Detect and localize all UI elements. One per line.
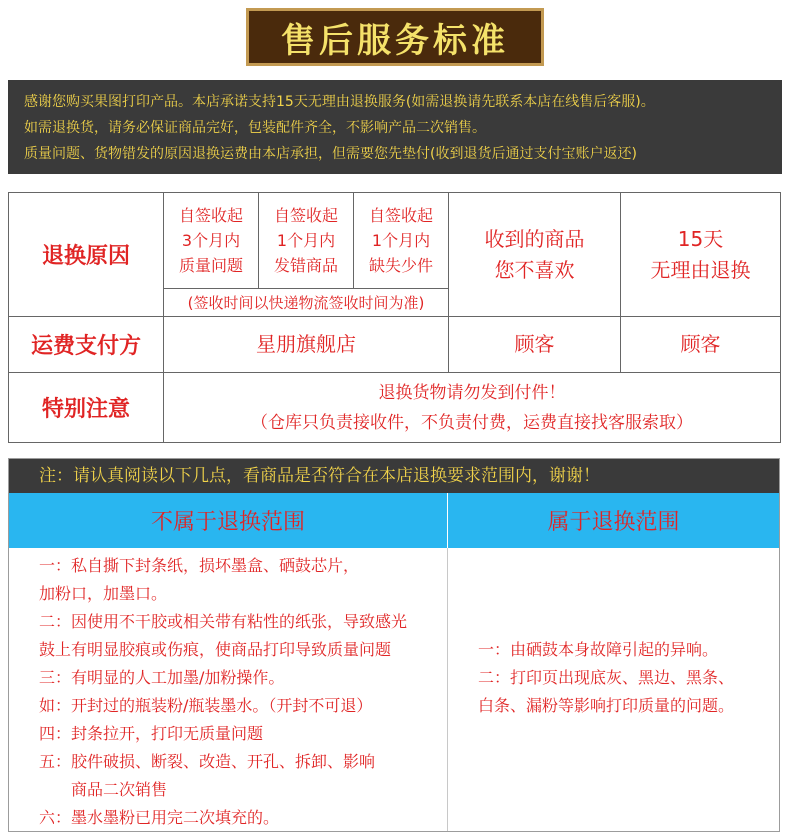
no-reason-return-cell [621,193,781,317]
wrong-item-cell [259,193,354,289]
dislike-cell [449,193,621,317]
list-item: 白条、漏粉等影响打印质量的问题。 [478,696,735,715]
payer-customer: 顾客 [621,317,781,373]
covered-list [448,548,779,831]
title-banner [246,8,544,66]
attention-line: （仓库只负责接收件，不负责付费，运费直接找客服索取） [251,412,693,433]
cell-line: 质量问题 [178,256,243,275]
notice-line: 质量问题、货物错发的原因退换运费由本店承担，但需要您先垫付(收到退货后通过支付宝账户返还) [24,146,637,162]
service-notice [8,80,782,174]
cell-line: 1个月内 [371,231,431,250]
cell-line: 3个月内 [181,231,241,250]
return-scope-section [8,458,780,832]
cell-line: 1个月内 [276,231,336,250]
list-item: 二：因使用不干胶或相关带有粘性的纸张，导致感光 [39,612,408,631]
list-item: 商品二次销售 [71,780,168,799]
list-item: 三：有明显的人工加墨/加粉操作。 [39,668,285,687]
return-reason-header: 退换原因 [9,193,164,317]
list-item: 一：由硒鼓本身故障引起的异响。 [478,640,719,659]
shipping-payer-header: 运费支付方 [9,317,164,373]
cell-line: 您不喜欢 [494,257,575,282]
payer-store: 星朋旗舰店 [164,317,449,373]
list-item: 五：胶件破损、断裂、改造、开孔、拆卸、影响 [39,752,376,771]
quality-issue-cell [164,193,259,289]
cell-line: 收到的商品 [484,226,585,251]
special-attention-header: 特别注意 [9,373,164,443]
missing-parts-cell [354,193,449,289]
list-item: 加粉口，加墨口。 [39,584,168,603]
cell-line: 缺失少件 [368,256,433,275]
payer-customer: 顾客 [449,317,621,373]
list-item: 鼓上有明显胶痕或伤痕，使商品打印导致质量问题 [39,640,392,659]
special-attention-note [164,373,781,443]
cell-line: 无理由退换 [650,257,751,282]
attention-line: 退换货物请勿发到付件！ [378,382,566,403]
not-covered-list [9,548,447,831]
list-item: 二：打印页出现底灰、黑边、黑条、 [478,668,735,687]
not-covered-header: 不属于退换范围 [9,493,447,548]
list-item: 一：私自撕下封条纸，损坏墨盒、硒鼓芯片， [39,556,360,575]
return-policy-table [8,192,781,443]
list-item: 六：墨水墨粉已用完二次填充的。 [39,808,280,827]
cell-line: 自签收起 [178,206,243,225]
notice-line: 感谢您购买果图打印产品。本店承诺支持15天无理由退换服务(如需退换请先联系本店在线售后客服)。 [24,94,655,110]
list-item: 四：封条拉开，打印无质量问题 [39,724,264,743]
list-item: 如：开封过的瓶装粉/瓶装墨水。（开封不可退） [39,696,373,715]
notice-line: 如需退换货，请务必保证商品完好，包装配件齐全，不影响产品二次销售。 [24,120,486,136]
covered-header: 属于退换范围 [448,493,779,548]
cell-line: 发错商品 [273,256,338,275]
sign-time-note: (签收时间以快递物流签收时间为准) [164,289,449,317]
cell-line: 15天 [677,226,724,251]
scope-notice: 注：请认真阅读以下几点，看商品是否符合在本店退换要求范围内，谢谢！ [9,459,779,493]
cell-line: 自签收起 [273,206,338,225]
page-title: 售后服务标准 [281,20,509,61]
cell-line: 自签收起 [368,206,433,225]
